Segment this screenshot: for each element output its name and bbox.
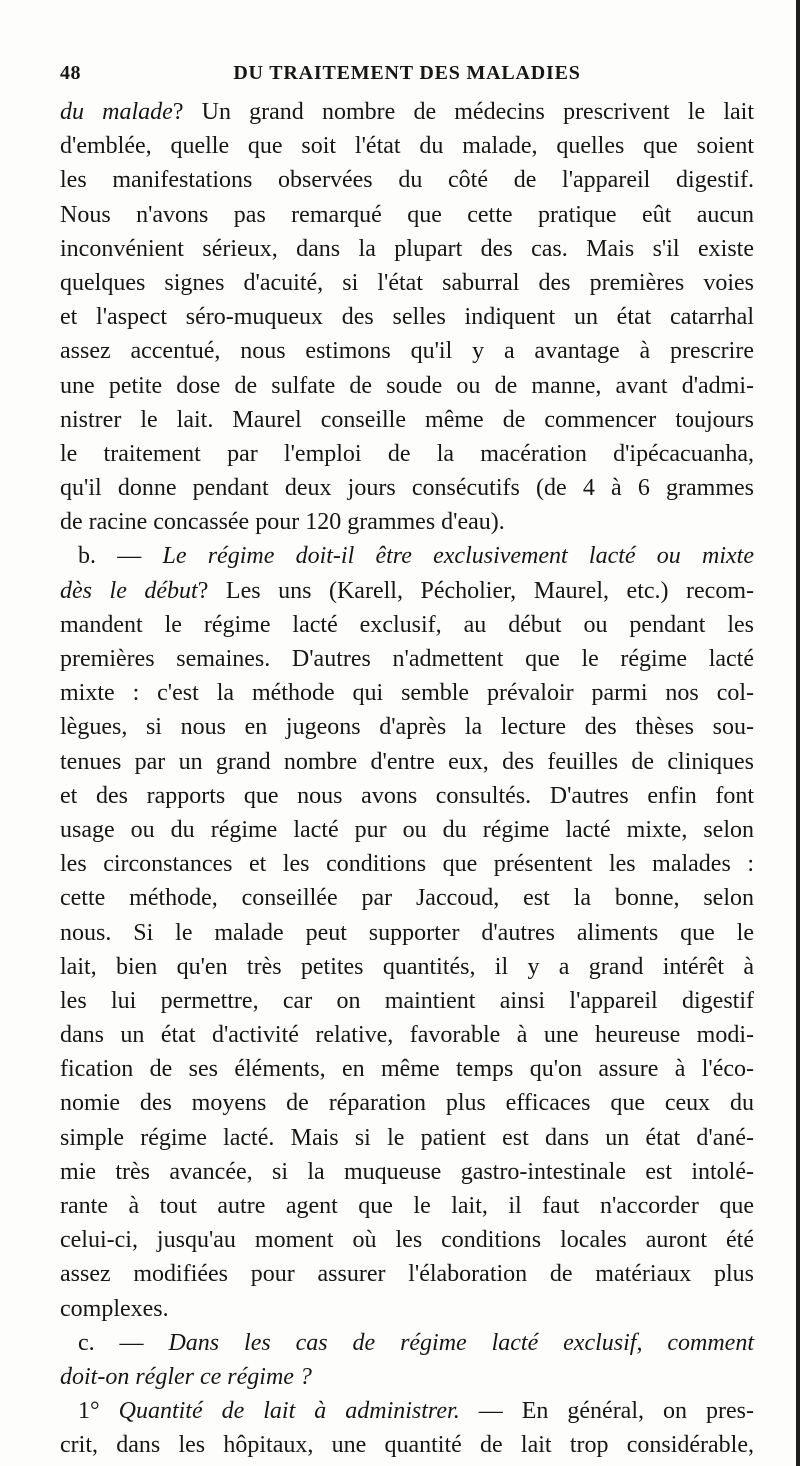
text-segment: ? Un grand nombre de médecins prescrivent le lait	[172, 99, 754, 125]
text-line	[60, 642, 754, 676]
text-line	[60, 163, 754, 197]
text-line	[60, 1326, 754, 1360]
text-segment: qu'il donne pendant deux jours consécutifs (de 4 à 6 grammes	[60, 475, 754, 502]
italic-text-segment: du malade	[60, 99, 173, 125]
text-line	[60, 300, 754, 334]
text-segment: inconvénient sérieux, dans la plupart des cas. Mais s'il existe	[60, 235, 754, 262]
text-segment: crit, dans les hôpitaux, une quantité de lait trop considérable,	[60, 1432, 754, 1459]
text-segment: mie très avancée, si la muqueuse gastro-intestinale est intolé-	[60, 1158, 754, 1185]
text-line	[60, 676, 754, 710]
text-line	[60, 198, 754, 232]
text-segment: de racine concassée pour 120 grammes d'eau).	[60, 509, 505, 536]
text-line	[60, 608, 754, 642]
text-line	[60, 369, 754, 403]
text-line	[60, 334, 754, 368]
text-segment: usage ou du régime lacté pur ou du régime lacté mixte, selon	[60, 816, 754, 843]
text-segment: les circonstances et les conditions que présentent les malades :	[60, 851, 754, 878]
text-line	[60, 539, 754, 573]
body-text	[60, 95, 754, 1463]
text-segment: les lui permettre, car on maintient ainsi l'appareil digestif	[60, 987, 754, 1014]
text-line	[60, 1223, 754, 1257]
text-segment: — En général, on pres-	[459, 1398, 754, 1425]
page-header	[60, 62, 754, 90]
text-line	[60, 437, 754, 471]
text-line	[60, 403, 754, 437]
running-title: DU TRAITEMENT DES MALADIES	[233, 62, 581, 84]
text-line	[60, 779, 754, 813]
text-segment: simple régime lacté. Mais si le patient est dans un état d'ané-	[60, 1124, 754, 1151]
text-segment: nous. Si le malade peut supporter d'autres aliments que le	[60, 919, 754, 946]
page-number: 48	[60, 62, 81, 84]
text-line	[60, 1257, 754, 1291]
text-line	[60, 984, 754, 1018]
text-line	[60, 916, 754, 950]
text-line	[60, 1360, 754, 1394]
text-line	[60, 1018, 754, 1052]
text-segment: mixte : c'est la méthode qui semble prévaloir parmi nos col-	[60, 680, 754, 707]
text-line	[60, 505, 754, 539]
text-segment: nistrer le lait. Maurel conseille même de commencer toujours	[60, 406, 754, 433]
text-segment: le traitement par l'emploi de la macération d'ipécacuanha,	[60, 440, 754, 467]
text-segment: mandent le régime lacté exclusif, au début ou pendant les	[60, 611, 754, 638]
text-line	[60, 1428, 754, 1462]
text-segment: 1°	[78, 1398, 119, 1425]
text-line	[60, 1155, 754, 1189]
text-line	[60, 881, 754, 915]
text-segment: assez accentué, nous estimons qu'il y a avantage à prescrire	[60, 338, 754, 365]
text-line	[60, 1052, 754, 1086]
text-segment: quelques signes d'acuité, si l'état saburral des premières voies	[60, 269, 754, 296]
text-segment: Nous n'avons pas remarqué que cette pratique eût aucun	[60, 201, 754, 228]
text-line	[60, 1086, 754, 1120]
text-segment: b. —	[78, 543, 163, 570]
italic-text-segment: doit-on régler ce régime ?	[60, 1363, 312, 1390]
text-line	[60, 129, 754, 163]
text-segment: c. —	[78, 1329, 169, 1356]
text-line	[60, 847, 754, 881]
text-line	[60, 950, 754, 984]
text-line	[60, 745, 754, 779]
text-segment: ? Les uns (Karell, Pécholier, Maurel, etc.) recom-	[197, 577, 754, 604]
text-line	[60, 1394, 754, 1428]
text-segment: nomie des moyens de réparation plus efficaces que ceux du	[60, 1090, 754, 1117]
text-line	[60, 574, 754, 608]
text-segment: premières semaines. D'autres n'admettent que le régime lacté	[60, 646, 754, 672]
italic-text-segment: Le régime doit-il être exclusivement lacté ou mixte	[162, 543, 755, 570]
italic-text-segment: Quantité de lait à administrer.	[118, 1398, 460, 1425]
text-segment: dans un état d'activité relative, favorable à une heureuse modi-	[60, 1022, 754, 1049]
text-line	[60, 232, 754, 266]
text-segment: et l'aspect séro-muqueux des selles indiquent un état catarrhal	[60, 304, 754, 331]
text-line	[60, 710, 754, 744]
italic-text-segment: dès le début	[60, 577, 198, 604]
text-line	[60, 1189, 754, 1223]
text-segment: lait, bien qu'en très petites quantités, il y a grand intérêt à	[60, 953, 754, 980]
text-segment: et des rapports que nous avons consultés. D'autres enfin font	[60, 782, 754, 809]
text-segment: une petite dose de sulfate de soude ou de manne, avant d'admi-	[60, 372, 754, 399]
text-segment: fication de ses éléments, en même temps qu'on assure à l'éco-	[60, 1056, 754, 1083]
text-segment: rante à tout autre agent que le lait, il faut n'accorder que	[60, 1193, 754, 1219]
text-segment: celui-ci, jusqu'au moment où les conditions locales auront été	[60, 1227, 754, 1254]
text-line	[60, 95, 754, 129]
text-segment: les manifestations observées du côté de l'appareil digestif.	[60, 167, 754, 194]
text-segment: d'emblée, quelle que soit l'état du malade, quelles que soient	[60, 133, 754, 160]
italic-text-segment: Dans les cas de régime lacté exclusif, comment	[168, 1329, 754, 1356]
text-line	[60, 471, 754, 505]
text-segment: lègues, si nous en jugeons d'après la lecture des thèses sou-	[60, 714, 754, 741]
text-segment: cette méthode, conseillée par Jaccoud, est la bonne, selon	[60, 885, 754, 912]
text-line	[60, 266, 754, 300]
text-segment: assez modifiées pour assurer l'élaboration de matériaux plus	[60, 1261, 754, 1288]
text-segment: tenues par un grand nombre d'entre eux, des feuilles de cliniques	[60, 748, 754, 775]
text-line	[60, 1121, 754, 1155]
text-line	[60, 1292, 754, 1326]
text-line	[60, 813, 754, 847]
text-segment: complexes.	[60, 1295, 169, 1322]
